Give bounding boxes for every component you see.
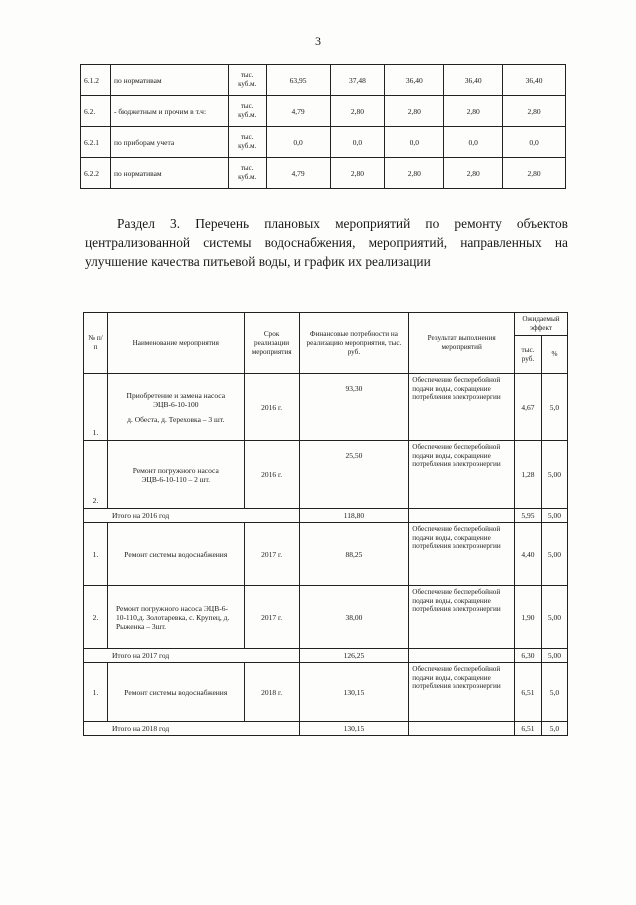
row-name: по нормативам	[110, 65, 228, 96]
row-value: 4,79	[266, 158, 330, 189]
row-num: 2.	[84, 441, 108, 509]
row-id: 6.1.2	[81, 65, 111, 96]
row-unit: тыс. куб.м.	[228, 96, 266, 127]
row-value: 2,80	[385, 158, 444, 189]
row-name: Ремонт погружного насоса ЭЦВ-6-10-110 – 2 шт.	[107, 441, 244, 509]
header-effect-pct: %	[541, 336, 567, 374]
row-effect-rub: 1,90	[515, 586, 542, 649]
row-value: 0,0	[266, 127, 330, 158]
row-term: 2017 г.	[244, 523, 299, 586]
header-name: Наименование мероприятия	[107, 313, 244, 374]
row-effect-pct: 5,00	[541, 586, 567, 649]
row-result: Обеспечение бесперебойной подачи воды, сокращение потребления электроэнергии	[409, 523, 515, 586]
measures-table	[83, 312, 568, 736]
total-effect-pct: 5,00	[541, 649, 567, 663]
row-fin: 93,30	[299, 374, 409, 441]
row-value: 0,0	[385, 127, 444, 158]
total-effect-rub: 5,95	[515, 509, 542, 523]
row-num: 1.	[84, 374, 108, 441]
row-term: 2018 г.	[244, 663, 299, 722]
row-value: 0,0	[503, 127, 566, 158]
row-fin: 38,00	[299, 586, 409, 649]
table-row	[84, 663, 568, 722]
table-row	[84, 523, 568, 586]
row-id: 6.2.2	[81, 158, 111, 189]
total-effect-rub: 6,51	[515, 722, 542, 736]
row-effect-rub: 4,40	[515, 523, 542, 586]
row-value: 2,80	[503, 96, 566, 127]
section-text: Раздел 3. Перечень плановых мероприятий по ремонту объектов централизованной системы водоснабжения, мероприятий, направленных на улучшение качества питьевой воды, и график их реализации	[85, 216, 568, 269]
table-row	[84, 374, 568, 441]
total-row	[84, 722, 568, 736]
row-num: 1.	[84, 663, 108, 722]
total-label: Итого на 2016 год	[84, 509, 300, 523]
page-number: 3	[315, 34, 321, 48]
row-num: 2.	[84, 586, 108, 649]
row-result: Обеспечение бесперебойной подачи воды, сокращение потребления электроэнергии	[409, 374, 515, 441]
row-name: Ремонт погружного насоса ЭЦВ-6-10-110,д. Золотаревка, с. Крупец, д. Рыженка – 3шт.	[107, 586, 244, 649]
row-value: 37,48	[330, 65, 385, 96]
row-value: 0,0	[444, 127, 503, 158]
row-value: 36,40	[444, 65, 503, 96]
total-label: Итого на 2018 год	[84, 722, 300, 736]
table-row	[81, 65, 566, 96]
header-result: Результат выполнения мероприятий	[409, 313, 515, 374]
row-name: Ремонт системы водоснабжения	[107, 523, 244, 586]
row-value: 36,40	[503, 65, 566, 96]
total-effect-rub: 6,30	[515, 649, 542, 663]
row-unit: тыс. куб.м.	[228, 127, 266, 158]
row-id: 6.2.1	[81, 127, 111, 158]
row-result: Обеспечение бесперебойной подачи воды, сокращение потребления электроэнергии	[409, 586, 515, 649]
row-term: 2017 г.	[244, 586, 299, 649]
section-heading	[85, 214, 568, 271]
row-name	[107, 374, 244, 441]
row-unit: тыс. куб.м.	[228, 65, 266, 96]
table-row	[81, 127, 566, 158]
table-row	[84, 586, 568, 649]
total-effect-pct: 5,0	[541, 722, 567, 736]
header-fin: Финансовые потребности на реализацию мероприятия, тыс. руб.	[299, 313, 409, 374]
row-effect-pct: 5,0	[541, 374, 567, 441]
row-value: 63,95	[266, 65, 330, 96]
row-id: 6.2.	[81, 96, 111, 127]
total-row	[84, 649, 568, 663]
row-name: по приборам учета	[110, 127, 228, 158]
row-effect-rub: 1,28	[515, 441, 542, 509]
row-value: 2,80	[444, 96, 503, 127]
table-row	[81, 96, 566, 127]
row-unit: тыс. куб.м.	[228, 158, 266, 189]
row-value: 2,80	[444, 158, 503, 189]
row-fin: 130,15	[299, 663, 409, 722]
total-row	[84, 509, 568, 523]
header-term: Срок реализации мероприятия	[244, 313, 299, 374]
row-term: 2016 г.	[244, 374, 299, 441]
row-value: 0,0	[330, 127, 385, 158]
total-fin: 118,80	[299, 509, 409, 523]
row-name-line2: д. Обеста, д. Тереховка – 3 шт.	[127, 414, 225, 424]
header-effect-rub: тыс. руб.	[515, 336, 542, 374]
row-effect-pct: 5,00	[541, 441, 567, 509]
row-effect-rub: 6,51	[515, 663, 542, 722]
header-effect: Ожидаемый эффект	[515, 313, 568, 336]
row-value: 2,80	[330, 158, 385, 189]
row-value: 4,79	[266, 96, 330, 127]
row-name: по нормативам	[110, 158, 228, 189]
row-effect-pct: 5,0	[541, 663, 567, 722]
total-fin: 130,15	[299, 722, 409, 736]
water-volume-table	[80, 64, 566, 189]
row-name: - бюджетным и прочим в т.ч:	[110, 96, 228, 127]
row-value: 36,40	[385, 65, 444, 96]
table-row	[81, 158, 566, 189]
row-value: 2,80	[330, 96, 385, 127]
total-fin: 126,25	[299, 649, 409, 663]
row-num: 1.	[84, 523, 108, 586]
total-effect-pct: 5,00	[541, 509, 567, 523]
row-fin: 88,25	[299, 523, 409, 586]
row-term: 2016 г.	[244, 441, 299, 509]
row-name-line1: Приобретение и замена насоса ЭЦВ-6-10-100	[126, 390, 226, 409]
row-effect-rub: 4,67	[515, 374, 542, 441]
total-label: Итого на 2017 год	[84, 649, 300, 663]
row-result: Обеспечение бесперебойной подачи воды, сокращение потребления электроэнергии	[409, 441, 515, 509]
row-effect-pct: 5,00	[541, 523, 567, 586]
row-value: 2,80	[503, 158, 566, 189]
row-name: Ремонт системы водоснабжения	[107, 663, 244, 722]
header-num: № п/п	[84, 313, 108, 374]
row-result: Обеспечение бесперебойной подачи воды, сокращение потребления электроэнергии	[409, 663, 515, 722]
row-value: 2,80	[385, 96, 444, 127]
table-row	[84, 441, 568, 509]
row-fin: 25,50	[299, 441, 409, 509]
